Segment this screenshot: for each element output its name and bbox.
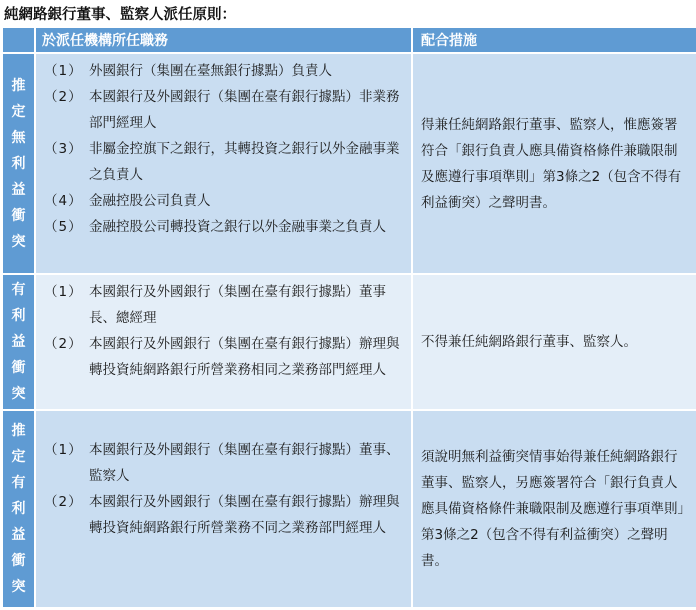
category-char: 利: [11, 501, 26, 517]
appointment-principles-table: [3, 28, 692, 603]
category-char: 推: [11, 77, 26, 94]
list-item: [44, 437, 405, 489]
list-item: [44, 136, 405, 188]
category-char: 利: [11, 155, 26, 172]
item-number: （3）: [44, 141, 83, 157]
item-text: 金融控股公司轉投資之銀行以外金融事業之負責人: [89, 219, 386, 235]
header-cell-measures: 配合措施: [413, 28, 696, 52]
list-item: [44, 331, 405, 383]
item-number: （1）: [44, 442, 83, 458]
measure-cell: 得兼任純網路銀行董事、監察人，惟應簽署符合「銀行負責人應具備資格條件兼職限制及應遵行事項準則」第3條之2（包含不得有利益衝突）之聲明書。: [413, 54, 696, 273]
category-char: 突: [11, 233, 26, 250]
list-item: [44, 188, 405, 214]
category-char: 益: [11, 527, 26, 543]
category-char: 有: [11, 282, 26, 298]
header-cell-positions: 於派任機構所任職務: [36, 28, 411, 52]
category-char: 定: [11, 449, 26, 465]
category-char: 突: [11, 386, 26, 402]
item-text: 本國銀行及外國銀行（集團在臺有銀行據點）董事長、總經理: [89, 284, 386, 326]
category-cell-conflict: [3, 275, 34, 409]
item-number: （2）: [44, 494, 83, 510]
item-text: 外國銀行（集團在臺無銀行據點）負責人: [89, 63, 332, 79]
list-item: [44, 58, 405, 84]
positions-cell: [36, 54, 411, 273]
measure-cell: 須說明無利益衝突情事始得兼任純網路銀行董事、監察人，另應簽署符合「銀行負責人應具備資格條件兼職限制及應遵行事項準則」第3條之2（包含不得有利益衝突）之聲明書。: [413, 411, 696, 607]
category-char: 有: [11, 475, 26, 491]
item-text: 金融控股公司負責人: [89, 193, 211, 209]
positions-cell: [36, 411, 411, 607]
category-char: 衝: [11, 360, 26, 376]
list-item: [44, 279, 405, 331]
header-cell-category: [3, 28, 34, 52]
item-number: （1）: [44, 284, 83, 300]
list-item: [44, 84, 405, 136]
category-char: 衝: [11, 553, 26, 569]
list-item: [44, 489, 405, 541]
item-text: 本國銀行及外國銀行（集團在臺有銀行據點）非業務部門經理人: [89, 89, 400, 131]
category-cell-presumed-no-conflict: [3, 54, 34, 273]
category-char: 定: [11, 103, 26, 120]
item-number: （2）: [44, 336, 83, 352]
item-number: （5）: [44, 219, 83, 235]
page-title: 純網路銀行董事、監察人派任原則：: [4, 7, 236, 23]
category-char: 利: [11, 308, 26, 324]
item-text: 非屬金控旗下之銀行，其轉投資之銀行以外金融事業之負責人: [89, 141, 400, 183]
item-number: （1）: [44, 63, 83, 79]
item-number: （4）: [44, 193, 83, 209]
category-cell-presumed-conflict: [3, 411, 34, 607]
category-char: 益: [11, 334, 26, 350]
category-char: 益: [11, 181, 26, 198]
category-char: 衝: [11, 207, 26, 224]
positions-cell: [36, 275, 411, 409]
measure-cell: 不得兼任純網路銀行董事、監察人。: [413, 275, 696, 409]
item-text: 本國銀行及外國銀行（集團在臺有銀行據點）董事、監察人: [89, 442, 400, 484]
item-text: 本國銀行及外國銀行（集團在臺有銀行據點）辦理與轉投資純網路銀行所營業務相同之業務部門經理人: [89, 336, 400, 378]
category-char: 無: [11, 129, 26, 146]
item-text: 本國銀行及外國銀行（集團在臺有銀行據點）辦理與轉投資純網路銀行所營業務不同之業務部門經理人: [89, 494, 400, 536]
list-item: [44, 214, 405, 240]
item-number: （2）: [44, 89, 83, 105]
category-char: 突: [11, 579, 26, 595]
category-char: 推: [11, 423, 26, 439]
